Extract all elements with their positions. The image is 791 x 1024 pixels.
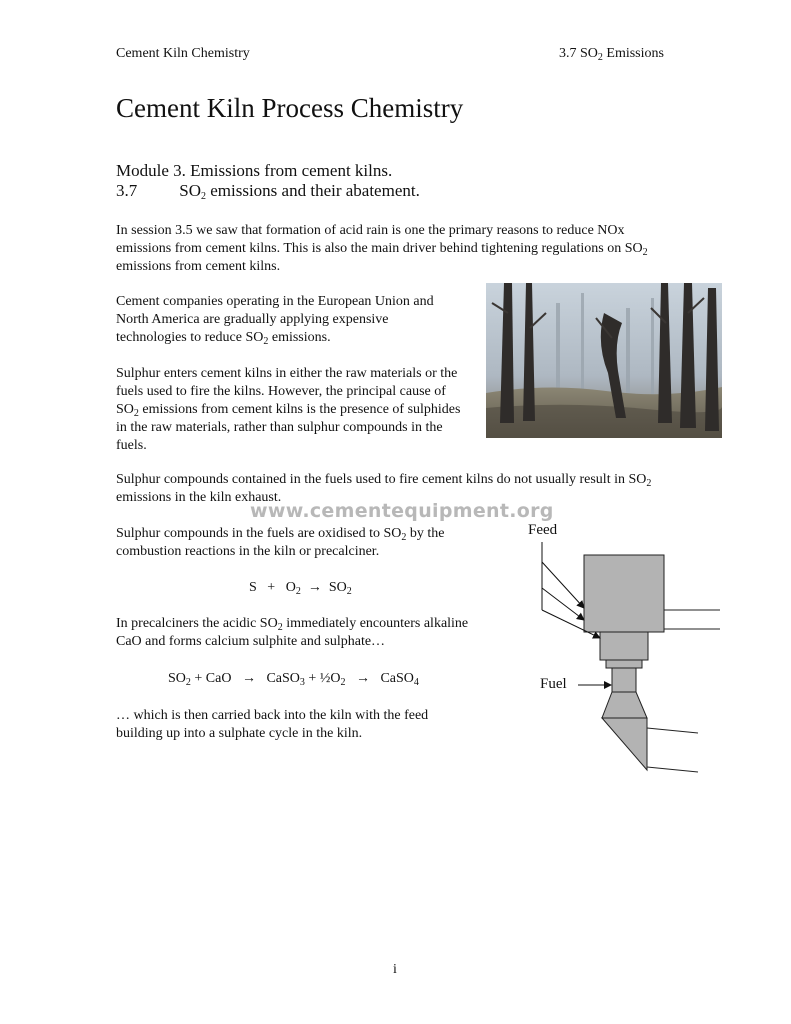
paragraph-acid-rain: In session 3.5 we saw that formation of acid rain is one the primary reasons to reduce NOx emissions from cement kilns. This is also the main driver behind tightening regulations on $SO_2$ emissions from cement kilns. [116, 223, 648, 274]
paragraph-eu-na: Cement companies operating in the European Union and North America are gradually applying expensive technologies to reduce $SO_2$ emissions. [116, 294, 434, 347]
precalciner-diagram [520, 520, 720, 780]
running-header-left: Cement Kiln Chemistry [116, 46, 250, 61]
section-number: 3.7 [116, 181, 138, 200]
watermark-text: www.cementequipment.org [250, 500, 554, 522]
paragraph-precalciner: In precalciners the acidic $SO_2$ immediately encounters alkaline CaO and forms calcium sulphite and sulphate… [116, 616, 469, 649]
paragraph-fuel-compounds: Sulphur compounds contained in the fuels used to fire cement kilns do not usually result in $SO_2$ emissions in the kiln exhaust. [116, 472, 652, 505]
equation-sulphur-oxidation: S + $O_2 \to SO_2$ [249, 580, 352, 597]
fuel-label: Fuel [540, 676, 567, 692]
module-heading: Module 3. Emissions from cement kilns. [116, 161, 393, 180]
section-heading: 3.7 $SO_2$ emissions and their abatement. [116, 181, 420, 202]
paragraph-oxidation: Sulphur compounds in the fuels are oxidised to $SO_2$ by the combustion reactions in the kiln or precalciner. [116, 526, 445, 559]
forest-photo [486, 283, 722, 438]
equation-sulphate-formation: $SO_2$ + CaO → CaSO$_3$ + $\frac{1}{2}O_2$ → CaSO$_4$ [168, 671, 419, 688]
running-header-right: 3.7 $SO_2$ Emissions [559, 46, 664, 63]
page-number: i [393, 962, 397, 977]
page-title: Cement Kiln Process Chemistry [116, 93, 464, 123]
paragraph-sulphur-entry: Sulphur enters cement kilns in either the raw materials or the fuels used to fire the kilns. However, the principal cause of $SO_2$ emissions from cement kilns is the presence of sulphides in the raw materials, rather than sulphur compounds in the fuels. [116, 366, 461, 453]
feed-label: Feed [528, 522, 558, 538]
paragraph-sulphate-cycle: … which is then carried back into the kiln with the feed building up into a sulphate cycle in the kiln. [116, 708, 429, 741]
